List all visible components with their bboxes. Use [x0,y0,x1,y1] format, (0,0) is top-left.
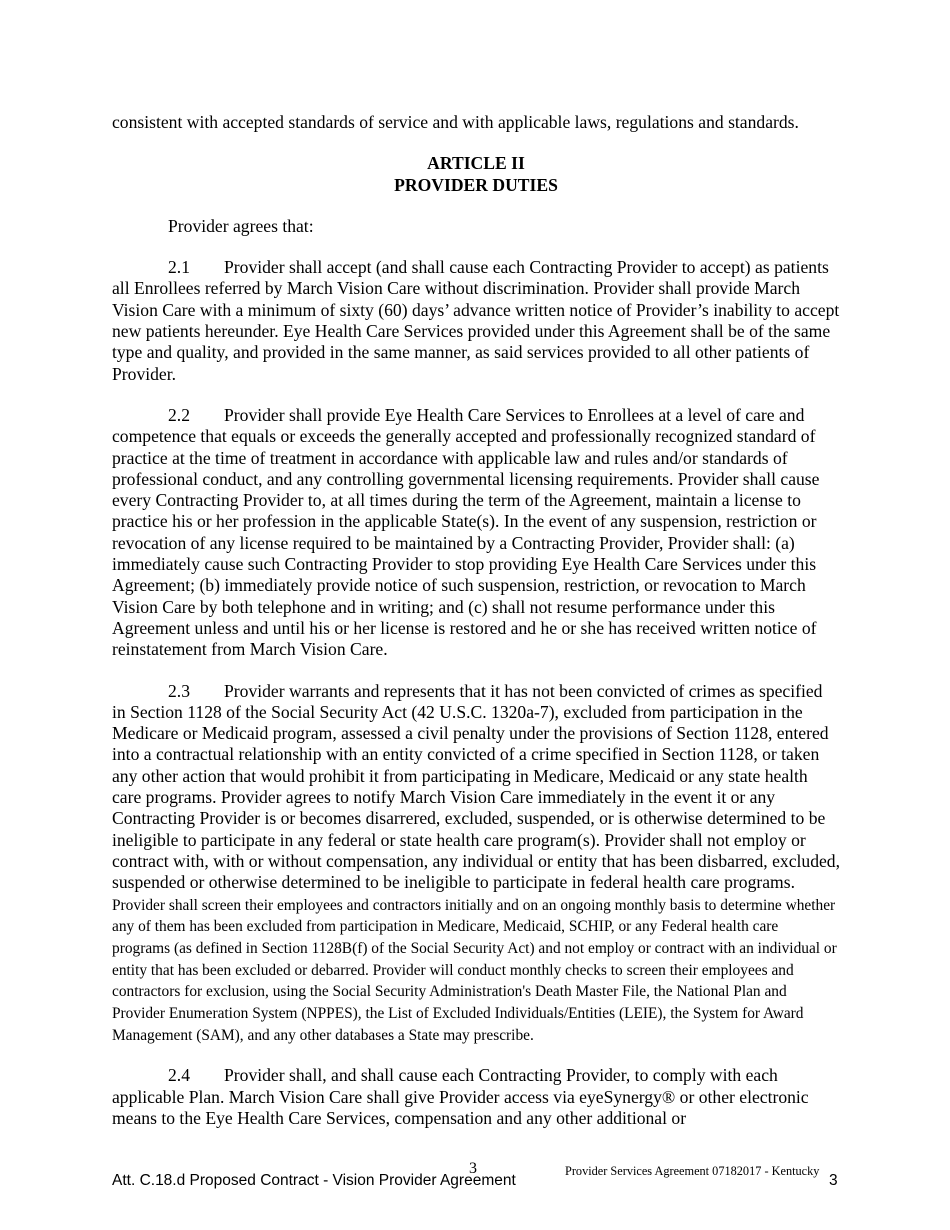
section-number: 2.4 [168,1065,190,1086]
section-number: 2.1 [168,257,190,278]
article-heading [112,153,840,196]
continuation-paragraph: consistent with accepted standards of service and with applicable laws, regulations and standards. [112,112,799,132]
section-text-small: Provider shall screen their employees and contractors initially and on an ongoing monthly basis to determine whether any of them has been excluded from participation in Medicare, Medicaid, SCHIP, or any Federal health care programs (as defined in Section 1128B(f) of the Social Security Act) and not employ or contract with an individual or entity that has been excluded or debarred. Provider will conduct monthly checks to screen their employees and contractors for exclusion, using the Social Security Administration's Death Master File, the National Plan and Provider Enumeration System (NPPES), the List of Excluded Individuals/Entities (LEIE), the System for Award Management (SAM), and any other databases a State may prescribe. [112,896,837,1044]
section-2-2 [112,405,840,661]
article-number: ARTICLE II [427,153,525,174]
section-text: Provider warrants and represents that it has not been convicted of crimes as specified in Section 1128 of the Social Security Act (42 U.S.C. 1320a-7), excluded from participation in the Medicare or Medicaid program, assessed a civil penalty under the provisions of Section 1128, entered into a contractual relationship with an entity convicted of a crime specified in Section 1128, or taken any other action that would prohibit it from participating in Medicare, Medicaid or any state health care programs. Provider agrees to notify March Vision Care immediately in the event it or any Contracting Provider is or becomes disarrered, excluded, suspended, or is otherwise determined to be ineligible to participate in any federal or state health care program(s). Provider shall not employ or contract with, with or without compensation, any individual or entity that has been disbarred, excluded, suspended or otherwise determined to be ineligible to participate in federal health care programs. [112,680,841,893]
section-2-1 [112,257,840,385]
section-number: 2.2 [168,404,190,425]
footer-page-number: 3 [469,1160,477,1177]
footer-attachment-label: Att. C.18.d Proposed Contract - Vision Provider Agreement [112,1172,516,1189]
intro-paragraph: Provider agrees that: [168,215,314,236]
footer-agreement-title: Provider Services Agreement 07182017 - Kentucky [565,1164,820,1178]
section-number: 2.3 [168,680,190,701]
section-text: Provider shall provide Eye Health Care Services to Enrollees at a level of care and competence that equals or exceeds the generally accepted and professionally recognized standard of practice at the time of treatment in accordance with applicable law and rules and/or standards of professional conduct, and any controlling governmental licensing requirements. Provider shall cause every Contracting Provider to, at all times during the term of the Agreement, maintain a license to practice his or her profession in the applicable State(s). In the event of any suspension, restriction or revocation of any license required to be maintained by a Contracting Provider, Provider shall: (a) immediately cause such Contracting Provider to stop providing Eye Health Care Services under this Agreement; (b) immediately provide notice of such suspension, restriction, or revocation to March Vision Care by both telephone and in writing; and (c) shall not resume performance under this Agreement unless and until his or her license is restored and he or she has received written notice of reinstatement from March Vision Care. [112,404,820,660]
article-title: PROVIDER DUTIES [394,174,558,195]
section-2-3 [112,681,840,1046]
section-2-4 [112,1065,840,1129]
document-body [112,112,840,1129]
footer-page-number-right: 3 [829,1172,838,1189]
section-text: Provider shall accept (and shall cause each Contracting Provider to accept) as patients all Enrollees referred by March Vision Care without discrimination. Provider shall provide March Vision Care with a minimum of sixty (60) days’ advance written notice of Provider’s inability to accept new patients hereunder. Eye Health Care Services provided under this Agreement shall be of the same type and quality, and provided in the same manner, as said services provided to all other patients of Provider. [112,257,840,384]
section-text: Provider shall, and shall cause each Contracting Provider, to comply with each applicable Plan. March Vision Care shall give Provider access via eyeSynergy® or other electronic means to the Eye Health Care Services, compensation and any other additional or [112,1065,809,1129]
